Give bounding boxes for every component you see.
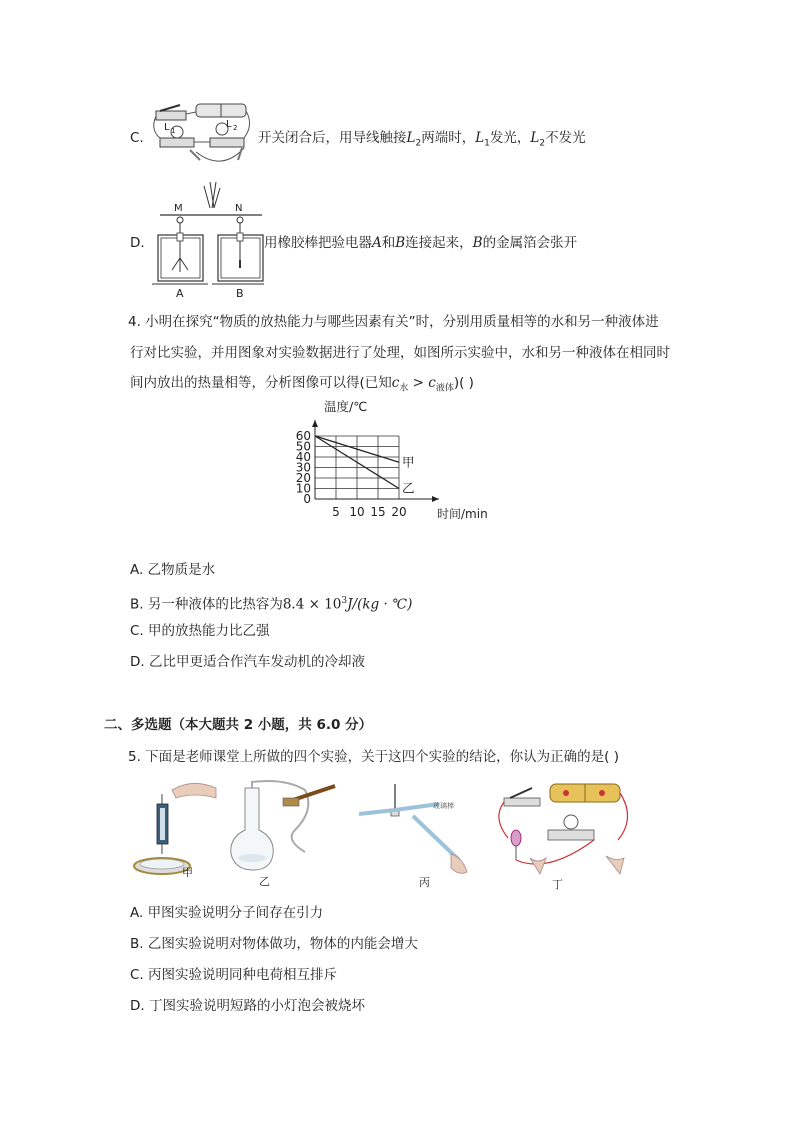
section-title: 二、多选题（本大题共 2 小题，共 6.0 分） — [104, 717, 373, 733]
fig-label-m: M — [174, 203, 183, 214]
q5-option-b: B. 乙图实验说明对物体做功，物体的内能会增大 — [130, 936, 418, 952]
chart-y-tick-label: 20 — [295, 471, 311, 485]
q5-option-a: A. 甲图实验说明分子间存在引力 — [130, 905, 324, 921]
chart-x-tick-label: 15 — [370, 505, 386, 519]
fig-label-l2-sub: 2 — [233, 124, 238, 132]
q4-stem-line2: 行对比实验，并用图象对实验数据进行了处理，如图所示实验中，水和另一种液体在相同时 — [130, 345, 670, 361]
q4-option-d: D. 乙比甲更适合作汽车发动机的冷却液 — [130, 654, 365, 670]
fig-label-yi: 乙 — [259, 875, 270, 888]
fig-label-b: B — [236, 287, 244, 300]
experiment-figure-jia — [132, 780, 218, 878]
chart-ylabel: 温度/℃ — [324, 399, 368, 414]
chart-series-label-1: 乙 — [402, 480, 415, 496]
option-d-label: D. — [130, 235, 145, 251]
q5-option-c: C. 丙图实验说明同种电荷相互排斥 — [130, 967, 338, 983]
circuit-figure-c — [152, 100, 257, 176]
q4-option-b: B. 另一种液体的比热容为$8.4 \times 10^3J/(kg$ · ℃) — [130, 596, 413, 613]
chart-y-tick-label: 60 — [295, 429, 311, 443]
experiment-figure-ding — [488, 778, 638, 890]
chart-axes — [312, 420, 439, 502]
option-d-text: 用橡胶棒把验电器A和B连接起来，B的金属箔会张开 — [264, 235, 578, 251]
q4-option-c: C. 甲的放热能力比乙强 — [130, 623, 270, 639]
chart-y-tick-label: 30 — [295, 460, 311, 475]
fig-label-l2: L — [226, 119, 232, 130]
chart-y-tick-label: 10 — [295, 481, 311, 496]
chart-x-tick-label: 10 — [349, 505, 365, 519]
q4-option-a: A. 乙物质是水 — [130, 562, 216, 578]
fig-label-l1: L — [164, 122, 170, 133]
option-c-label: C. — [130, 130, 144, 146]
fig-label-a: A — [176, 287, 184, 300]
fig-label-jia: 甲 — [182, 866, 193, 878]
experiment-figure-yi — [225, 780, 340, 890]
experiment-figure-bing — [355, 780, 475, 890]
chart-x-tick-label: 5 — [332, 505, 340, 519]
q5-option-d: D. 丁图实验说明短路的小灯泡会被烧坏 — [130, 998, 365, 1014]
fig-label-ding: 丁 — [552, 878, 563, 890]
fig-label-bing: 丙 — [419, 876, 430, 889]
glass-rod-label: 玻璃棒 — [433, 802, 454, 810]
electroscope-figure-d — [152, 180, 264, 300]
fig-label-l1-sub: 1 — [171, 127, 176, 135]
chart-y-tick-label: 0 — [303, 492, 311, 506]
chart-y-arrow — [312, 420, 318, 427]
option-c-text: 开关闭合后，用导线触接$L_2$两端时，$L_1$发光，$L_2$不发光 — [258, 130, 586, 149]
q4-stem-line3: 间内放出的热量相等，分析图像可以得(已知$c_水 > c_{液体}$)( ) — [130, 375, 474, 394]
chart-ticks — [296, 429, 407, 519]
chart-y-tick-label: 50 — [295, 439, 311, 454]
chart-grid — [315, 436, 399, 499]
chart-series — [315, 436, 415, 496]
fig-label-n: N — [235, 203, 243, 214]
chart-series-label-0: 甲 — [402, 454, 415, 470]
temperature-time-chart — [280, 395, 510, 525]
q5-stem: 5. 下面是老师课堂上所做的四个实验，关于这四个实验的结论，你认为正确的是( ) — [128, 749, 619, 765]
chart-x-arrow — [432, 496, 439, 502]
chart-xlabel: 时间/min — [437, 507, 488, 521]
chart-y-tick-label: 40 — [295, 450, 311, 464]
chart-x-tick-label: 20 — [391, 505, 407, 519]
q4-stem-line1: 4. 小明在探究“物质的放热能力与哪些因素有关”时，分别用质量相等的水和另一种液体进 — [128, 314, 659, 330]
